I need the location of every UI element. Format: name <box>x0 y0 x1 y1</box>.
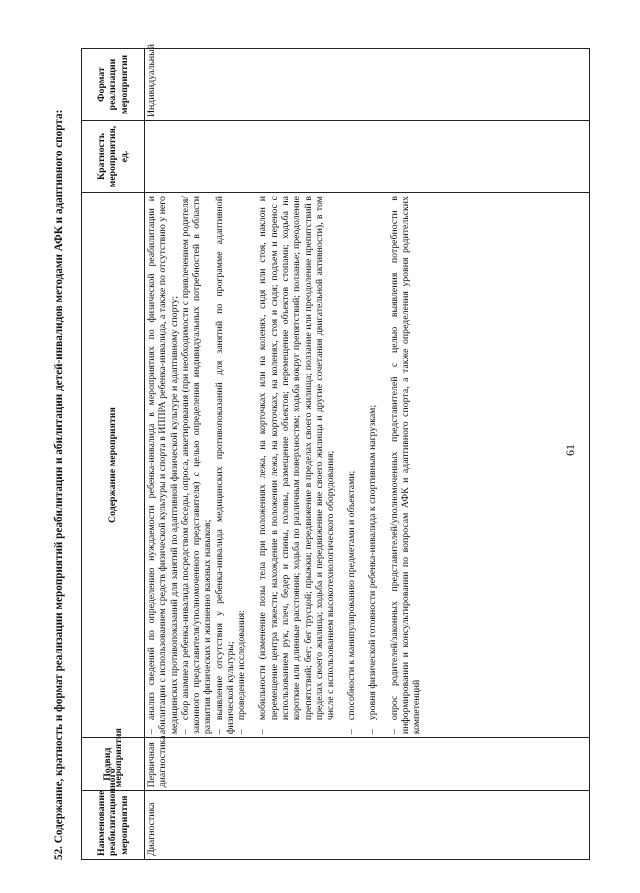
cell-subtype: Первичная диагностика <box>145 738 590 791</box>
content-item: –опрос родителей/законных представителей/уполномоченных представителей с целью выявления потребности в информировании и консультировании по вопросам АФК и адаптивного спорта, а также определения уровня родительских компетенций <box>388 196 423 735</box>
header-name: Наименование реабилитационного мероприятия <box>82 791 145 860</box>
header-subtype: Подвид мероприятия <box>82 738 145 791</box>
cell-frequency <box>145 121 590 193</box>
content-item: –сбор анамнеза ребенка-инвалида посредством беседы, опроса, анкетирования (при необходимости с привлечением родителя/законного представителя/уполномоченного представителя) с целью определения индивидуальных потребностей в области развития физических и жизненно важных навыков; <box>179 196 214 735</box>
cell-format: Индивидуальный <box>145 49 590 121</box>
page-number: 61 <box>563 444 577 456</box>
table-header-row <box>82 49 145 860</box>
header-content: Содержание мероприятия <box>82 193 145 738</box>
content-item: –анализ сведений по определению нуждаемости ребенка-инвалида в мероприятиях по физической реабилитации и абилитации с использованием средств физической культуры и спорта в ИППРА ребенка-инвалида, а также по отсутствию у него медицинских противопоказаний для занятий по адаптивной физической культуре и адаптивному спорту; <box>146 196 180 735</box>
content-item: –выявление отсутствия у ребенка-инвалида медицинских противопоказаний для занятий по программе адаптивной физической культуры; <box>213 196 237 735</box>
content-subitem: –мобильности (изменение позы тела при положениях лежа, на корточках или на коленях, сидя или стоя, наклон и перемещение центра тяжести; нахождение в положении лежа, на корточках, на коленях, стоя и сидя; подъем и перенос с использованием рук, плеч, бедер и спины, головы, размещение объектов; перемещение объектов стопами; ходьба на короткие или длинные расстояния; ходьба по различным поверхностям; ходьба вокруг препятствий; ползанье; преодоление препятствий; бег; бег трусцой; прыжки; передвижение в пределах своего жилища; ползание или преодоление препятствий в пределах своего жилища; ходьба и передвижение вне своего жилища и другие сочетания двигательной активности), в том числе с использованием высокотехнологического оборудования; <box>257 196 337 735</box>
table-row <box>145 49 590 860</box>
header-format: Формат реализации мероприятия <box>82 49 145 121</box>
cell-name: Диагностика <box>145 791 590 860</box>
content-subitem: –способности к манипулированию предметами и объектами; <box>346 470 358 735</box>
content-item: –проведение исследования: <box>236 610 248 735</box>
cell-content <box>145 193 590 738</box>
header-frequency: Кратность мероприятия, ед. <box>82 121 145 193</box>
activities-table <box>81 44 590 860</box>
content-subitem: –уровня физической готовности ребенка-инвалида к спортивным нагрузкам; <box>367 404 379 735</box>
rotated-content <box>53 20 613 860</box>
section-title: 52. Содержание, кратность и формат реализации мероприятий реабилитации и абилитации детей-инвалидов методами АФК и адаптивного спорта: <box>53 109 65 860</box>
